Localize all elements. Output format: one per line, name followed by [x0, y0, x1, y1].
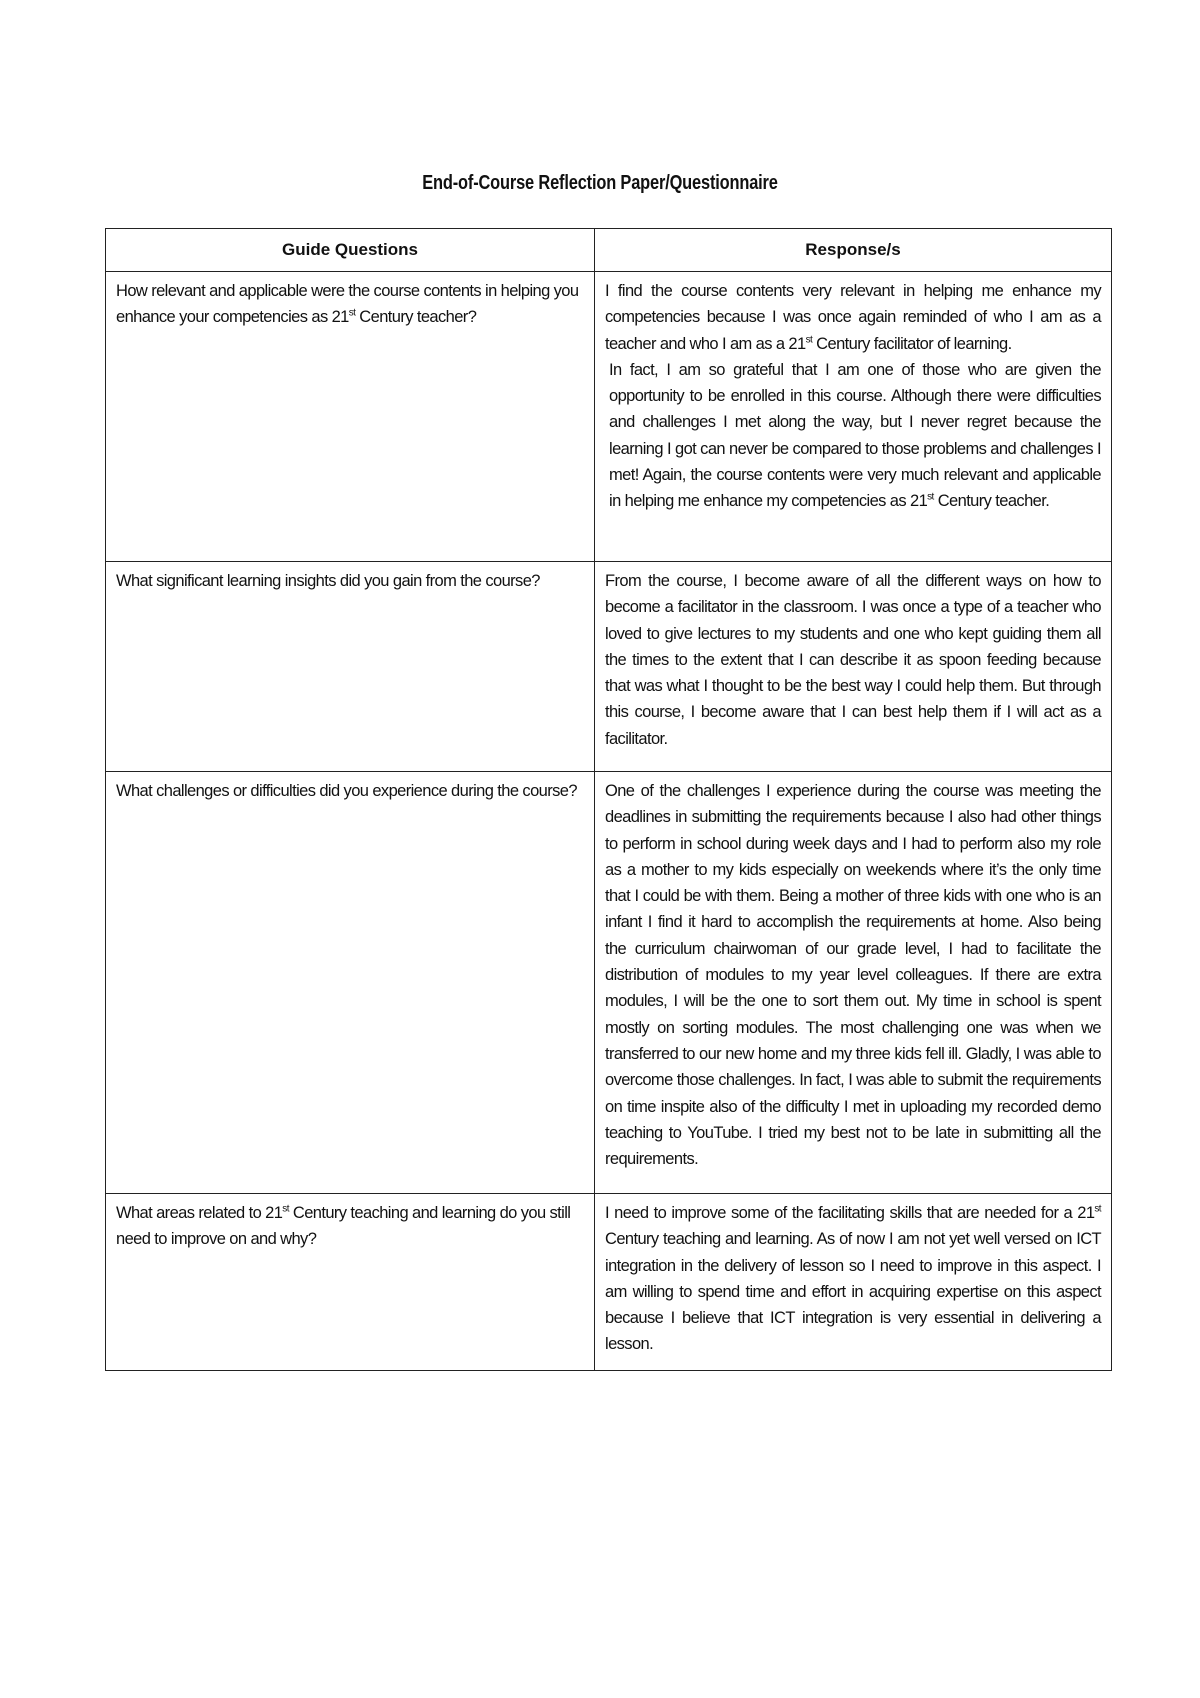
question-text: What areas related to 21	[116, 1204, 283, 1222]
response-paragraph: I find the course contents very relevant in helping me enhance my competencies because I was once again reminded of who I am as a teacher and who I am as a 21st Century facilitator of learning.	[605, 282, 1101, 353]
question-text: Century teacher?	[355, 308, 477, 327]
question-cell	[106, 272, 595, 562]
question-text: How relevant and applicable were the course contents in helping you enhance your competencies as 21	[116, 282, 579, 327]
table-row	[106, 1194, 1112, 1371]
column-header-responses: Response/s	[595, 229, 1112, 272]
table-row	[106, 272, 1112, 562]
column-header-guide-questions: Guide Questions	[106, 229, 595, 272]
page-title: End-of-Course Reflection Paper/Questionnaire	[422, 172, 778, 194]
table-header-row	[106, 229, 1112, 272]
ordinal-suffix: st	[282, 1203, 289, 1215]
question-cell	[106, 1194, 595, 1371]
ordinal-suffix: st	[348, 307, 356, 319]
response-paragraph: In fact, I am so grateful that I am one of those who are given the opportunity to be enrolled in this course. Although there were difficulties and challenges I met along the way, but I never regret because the learning I got can never be compared to those problems and challenges I met! Again, the course contents were very much relevant and applicable in helping me enhance my competencies as 21st Century teacher.	[609, 360, 1101, 511]
ordinal-suffix: st	[1094, 1203, 1101, 1215]
reflection-table	[105, 228, 1112, 1371]
response-cell	[595, 272, 1112, 562]
table-row	[106, 772, 1112, 1194]
response-paragraph: I need to improve some of the facilitating skills that are needed for a 21st Century teaching and learning. As of now I am not yet well versed on ICT integration in the delivery of lesson so I need to improve in this aspect. I am willing to spend time and effort in acquiring expertise on this aspect because I believe that ICT integration is very essential in delivering a lesson.	[605, 1203, 1101, 1354]
response-cell	[595, 1194, 1112, 1371]
ordinal-suffix: st	[927, 491, 934, 503]
response-cell	[595, 562, 1112, 772]
ordinal-suffix: st	[805, 334, 813, 346]
table-row	[106, 562, 1112, 772]
question-cell	[106, 772, 595, 1194]
question-text: What significant learning insights did you gain from the course?	[116, 572, 540, 590]
question-text: What challenges or difficulties did you experience during the course?	[116, 782, 577, 800]
response-paragraph: From the course, I become aware of all the different ways on how to become a facilitator in the classroom. I was once a type of a teacher who loved to give lectures to my students and one who kept guiding them all the times to the extent that I can describe it as spoon feeding because that was what I thought to be the best way I could help them. But through this course, I become aware that I can best help them if I will act as a facilitator.	[605, 572, 1101, 748]
question-cell	[106, 562, 595, 772]
response-cell	[595, 772, 1112, 1194]
response-paragraph: One of the challenges I experience during the course was meeting the deadlines in submitting the requirements because I also had other things to perform in school during week days and I had to perform also my role as a mother to my kids especially on weekends where it’s the only time that I could be with them. Being a mother of three kids with one who is an infant I find it hard to accomplish the requirements at home. Also being the curriculum chairwoman of our grade level, I had to facilitate the distribution of modules to my year level colleagues. If there are extra modules, I will be the one to sort them out. My time in school is spent mostly on sorting modules. The most challenging one was when we transferred to our new home and my three kids fell ill. Gladly, I was able to overcome those challenges. In fact, I was able to submit the requirements on time inspite also of the difficulty I met in uploading my recorded demo teaching to YouTube. I tried my best not to be late in submitting all the requirements.	[605, 782, 1101, 1169]
question-text: Century teaching and learning do you still need to improve on and why?	[116, 1204, 571, 1249]
